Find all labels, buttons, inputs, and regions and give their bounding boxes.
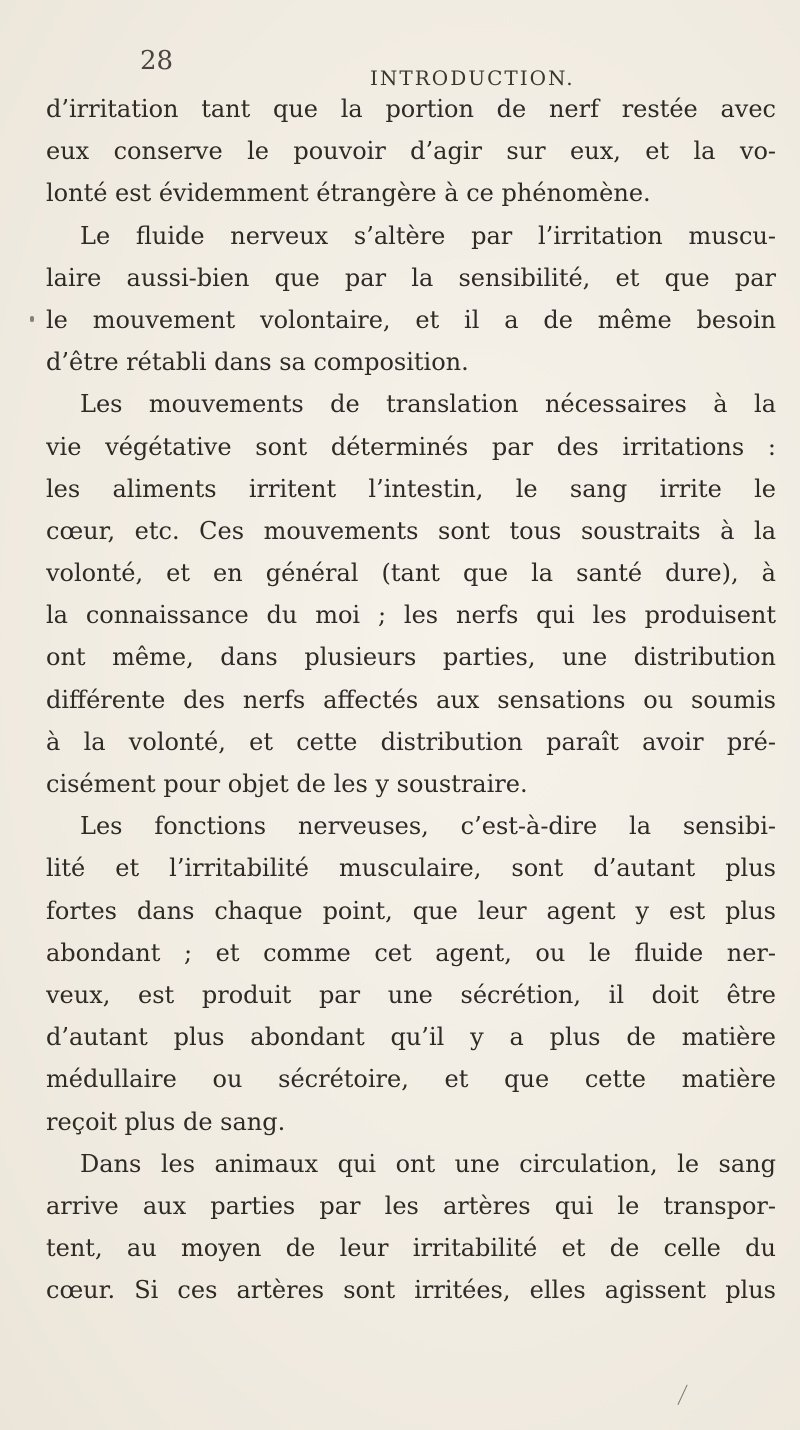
text-line: les aliments irritent l’intestin, le sang irrite le — [46, 474, 776, 503]
text-line: volonté, et en général (tant que la santé dure), à — [46, 559, 776, 588]
text-line: lité et l’irritabilité musculaire, sont d’autant plus — [46, 854, 776, 883]
text-line: fortes dans chaque point, que leur agent y est plus — [46, 896, 776, 925]
text-line: cœur, etc. Ces mouvements sont tous soustraits à la — [46, 516, 776, 545]
text-line: abondant ; et comme cet agent, ou le fluide ner- — [46, 938, 776, 967]
text-line: d’autant plus abondant qu’il y a plus de matière — [46, 1023, 776, 1052]
text-line: le mouvement volontaire, et il a de même besoin — [46, 305, 776, 334]
text-line: laire aussi-bien que par la sensibilité, et que par — [46, 263, 776, 292]
text-line: ont même, dans plusieurs parties, une distribution — [46, 643, 776, 672]
text-line: tent, au moyen de leur irritabilité et de celle du — [46, 1234, 776, 1263]
text-line: la connaissance du moi ; les nerfs qui les produisent — [46, 601, 776, 630]
text-line: Les fonctions nerveuses, c’est-à-dire la sensibi- — [80, 812, 776, 841]
text-line: eux conserve le pouvoir d’agir sur eux, et la vo- — [46, 137, 776, 166]
margin-speck — [30, 316, 34, 322]
text-line: vie végétative sont déterminés par des irritations : — [46, 432, 776, 461]
text-line: différente des nerfs affectés aux sensations ou soumis — [46, 685, 776, 714]
text-line: reçoit plus de sang. — [46, 1107, 286, 1136]
text-line: médullaire ou sécrétoire, et que cette matière — [46, 1065, 776, 1094]
text-line: cœur. Si ces artères sont irritées, elles agissent plus — [46, 1276, 776, 1305]
text-line: Le fluide nerveux s’altère par l’irritation muscu- — [80, 221, 776, 250]
text-line: Dans les animaux qui ont une circulation, le sang — [80, 1149, 776, 1178]
text-line: veux, est produit par une sécrétion, il doit être — [46, 980, 776, 1009]
running-head: INTRODUCTION. — [370, 66, 575, 90]
text-line: d’irritation tant que la portion de nerf restée avec — [46, 95, 776, 123]
text-line: d’être rétabli dans sa composition. — [46, 348, 469, 377]
text-line: arrive aux parties par les artères qui le transpor- — [46, 1191, 776, 1220]
text-line: lonté est évidemment étrangère à ce phénomène. — [46, 179, 651, 208]
body-text — [46, 88, 776, 1311]
margin-mark — [677, 1385, 688, 1406]
page-number: 28 — [140, 46, 174, 76]
text-line: cisément pour objet de les y soustraire. — [46, 770, 528, 798]
text-line: à la volonté, et cette distribution paraît avoir pré- — [46, 727, 776, 756]
text-line: Les mouvements de translation nécessaires à la — [80, 390, 776, 419]
